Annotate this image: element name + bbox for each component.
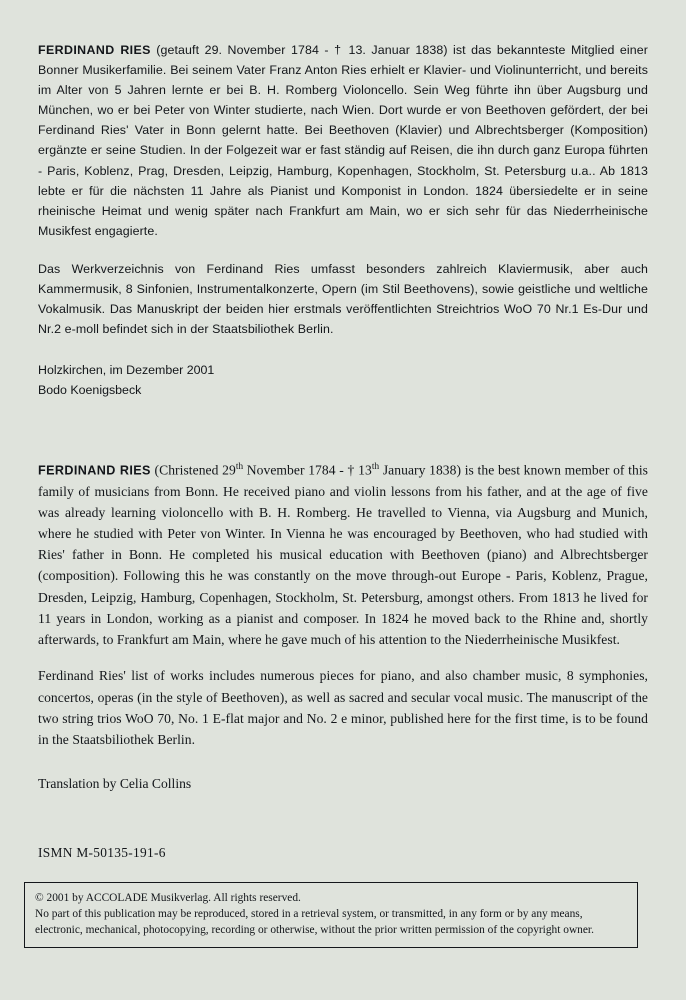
german-paragraph-1 bbox=[38, 40, 648, 241]
english-text-section bbox=[38, 459, 648, 751]
signature-name: Bodo Koenigsbeck bbox=[38, 382, 142, 397]
copyright-notice-box bbox=[24, 882, 638, 948]
german-lead-name: FERDINAND RIES bbox=[38, 43, 151, 57]
english-paragraph-1-part2: November 1784 - † 13 bbox=[243, 462, 372, 478]
english-ordinal-suffix-1: th bbox=[235, 460, 244, 471]
copyright-line-3: electronic, mechanical, photocopying, recording or otherwise, without the prior written permission of the copyright owner. bbox=[35, 924, 594, 937]
german-text-section bbox=[38, 40, 648, 339]
german-paragraph-1-body: (getauft 29. November 1784 - † 13. Januar 1838) ist das bekannteste Mitglied einer Bonner Musikerfamilie. Bei seinem Vater Franz Anton Ries erhielt er Klavier- und Violinunterricht, und bereits im Alter von 5 Jahren lernte er bei B. H. Romberg Violoncello. Sein Weg führte ihn über Augsburg und München, wo er bei Peter von Winter studierte, nach Wien. Dort wurde er von Beethoven gefördert, der bei Ferdinand Ries' Vater in Bonn gelernt hatte. Bei Beethoven (Klavier) und Albrechtsberger (Komposition) ergänzte er seine Studien. In der Folgezeit war er fast ständig auf Reisen, die ihn durch ganz Europa führten - Paris, Koblenz, Prag, Dresden, Leipzig, Hamburg, Kopenhagen, Stockholm, St. Petersburg u.a.. Ab 1813 lebte er für die nächsten 11 Jahre als Pianist und Komponist in London. 1824 übersiedelte er in seine rheinische Heimat und wenig später nach Frankfurt am Main, wo er sich sehr für das Niederrheinische Musikfest engagierte. bbox=[38, 43, 648, 238]
copyright-line-1: © 2001 by ACCOLADE Musikverlag. All rights reserved. bbox=[35, 892, 301, 904]
german-paragraph-2: Das Werkverzeichnis von Ferdinand Ries umfasst besonders zahlreich Klaviermusik, aber auch Kammermusik, 8 Sinfonien, Instrumentalkonzerte, Opern (im Stil Beethovens), sowie geistliche und weltliche Vokalmusik. Das Manuskript der beiden hier erstmals veröffentlichten Streichtrios WoO 70 Nr.1 Es-Dur und Nr.2 e-moll befindet sich in der Staatsbiliothek Berlin. bbox=[38, 261, 648, 337]
english-lead-name: FERDINAND RIES bbox=[38, 463, 151, 478]
english-paragraph-1-part3: January 1838) is the best known member of this family of musicians from Bonn. He received piano and violin lessons from his father, and at the age of five was already learning violoncello with B. H. Romberg. He travelled to Vienna, via Augsburg and Munich, where he studied with Peter von Winter. In Vienna he was encouraged by Beethoven, who had studied with Ries' father in Bonn. He completed his musical education with Beethoven (piano) and Albrechtsberger (composition). Following this he was constantly on the move through-out Europe - Paris, Koblenz, Prague, Dresden, Leipzig, Hamburg, Copenhagen, Stockholm, St. Petersburg, amongst others. From 1813 he lived for 11 years in London, working as a pianist and composer. In 1824 he moved back to the Rhine and, shortly afterwards, to Frankfurt am Main, where he gave much of his attention to the Niederrheinische Musikfest. bbox=[38, 462, 648, 648]
ismn-number: ISMN M-50135-191-6 bbox=[38, 845, 166, 860]
signature-place-date: Holzkirchen, im Dezember 2001 bbox=[38, 363, 215, 378]
english-ordinal-suffix-2: th bbox=[371, 460, 380, 471]
copyright-line-2: No part of this publication may be reproduced, stored in a retrieval system, or transmitted, in any form or by any means, bbox=[35, 908, 583, 921]
german-signature-block bbox=[38, 361, 648, 400]
english-paragraph-1-part1: (Christened 29 bbox=[150, 462, 236, 478]
english-paragraph-2: Ferdinand Ries' list of works includes numerous pieces for piano, and also chamber music, 8 symphonies, concertos, operas (in the style of Beethoven), as well as sacred and secular vocal music. The manuscript of the two string trios WoO 70, No. 1 E-flat major and No. 2 e minor, published here for the first time, is to be found in the Staatsbiliothek Berlin. bbox=[38, 668, 648, 747]
english-paragraph-1 bbox=[38, 459, 648, 651]
translator-credit: Translation by Celia Collins bbox=[38, 776, 192, 792]
